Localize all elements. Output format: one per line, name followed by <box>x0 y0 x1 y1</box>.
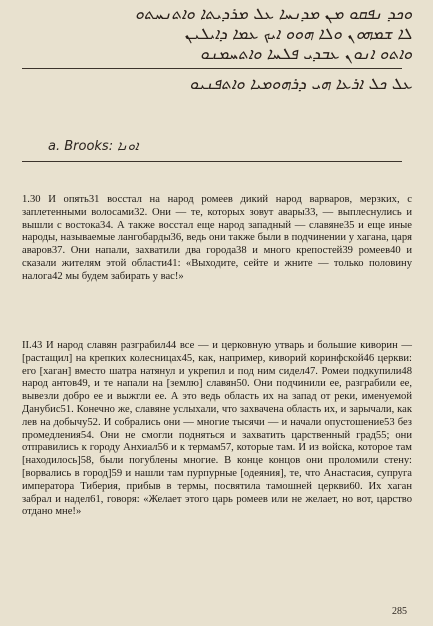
section-rule <box>22 68 402 69</box>
divider-rule <box>22 161 402 162</box>
syriac-line-2: ܠܐ ܫܡܗܘܢ ܘܠܐ ܗܘܘ ܐܝܟ ܥܡܐ ܕܐܝܠܝܢ <box>184 24 412 43</box>
syriac-line-4: ܥܠ ܟܠ ܐܪܥܐ ܗܝ ܕܪܗܘܡܝܐ ܘܐܬܦܢܝܘ <box>189 74 412 93</box>
paragraph-2: II.43 И народ славян разграбил44 все — и церковную утварь и большие киворин — [растащил] на крепких колесницах45, как, например, киворий коринфской46 церкви: его [хаган] вместо шатра натянул и укрепил и под ним сидел47. Ромеи подкупили48 народ антов49, и те напали на [землю] славян50. Они подчинили ее, разграбили ее, вывезли добро ее и выжгли ее. А это ведь область их на запад от реки, именуемой Данубис51. Конечно же, славяне услыхали, что захвачена область их, и зарычали, как лев на добычу52. И собрались они — многие тысячи — и начали опустошение53 без промедления54. Они не смогли подняться и захватить царственный град55; они отправились к городу Анхиал56 и к термам57, которые там. И из войска, которое там [находилось]58, были погублены многие. В конце концов они проломили стену: [ворвались в город]59 и нашли там пурпурные [одеяния], те, что Анастасия, супруга императора Тиберия, прибыв в термы, посвятила тамошней церкви60. Их хаган забрал и надел61, говоря: «Желает этого царь ромеев или не желает, но вот, царство отдано мне!» <box>22 340 412 518</box>
handwritten-annotation: a. Brooks: ܐܘܢܐ <box>48 139 139 154</box>
syriac-line-1: ܘܟܕ ܢܦܩܘ ܡܢ ܡܕܢܚܐ ܥܠ ܡܪܕܝܬܐ ܘܐܬܢܚܬܘ <box>134 4 412 23</box>
paragraph-1: 1.30 И опять31 восстал на народ ромеев дикий народ варваров, мерзких, с заплетенными волосами32. Они — те, которых зовут авары33, — выплеснулись и вышли с востока34. А также восстал еще народ западный — славяне35 и еще иные народы, называемые лангобарды36, ведь они также были в подчинении у хагана, царя аваров37. Они напали, захватили два города38 и много крепостей39 ромеев40 и сказали жителям этой области41: «Выходите, сейте и жните — только половину налога42 мы будем забирать у вас!» <box>22 194 412 282</box>
page-number: 285 <box>392 606 407 617</box>
syriac-line-3: ܘܐܬܘ ܐܢܘܢ ܥܒܕܝ ܦܠܚܐ ܘܐܬܚܡܢܘ <box>199 44 412 63</box>
